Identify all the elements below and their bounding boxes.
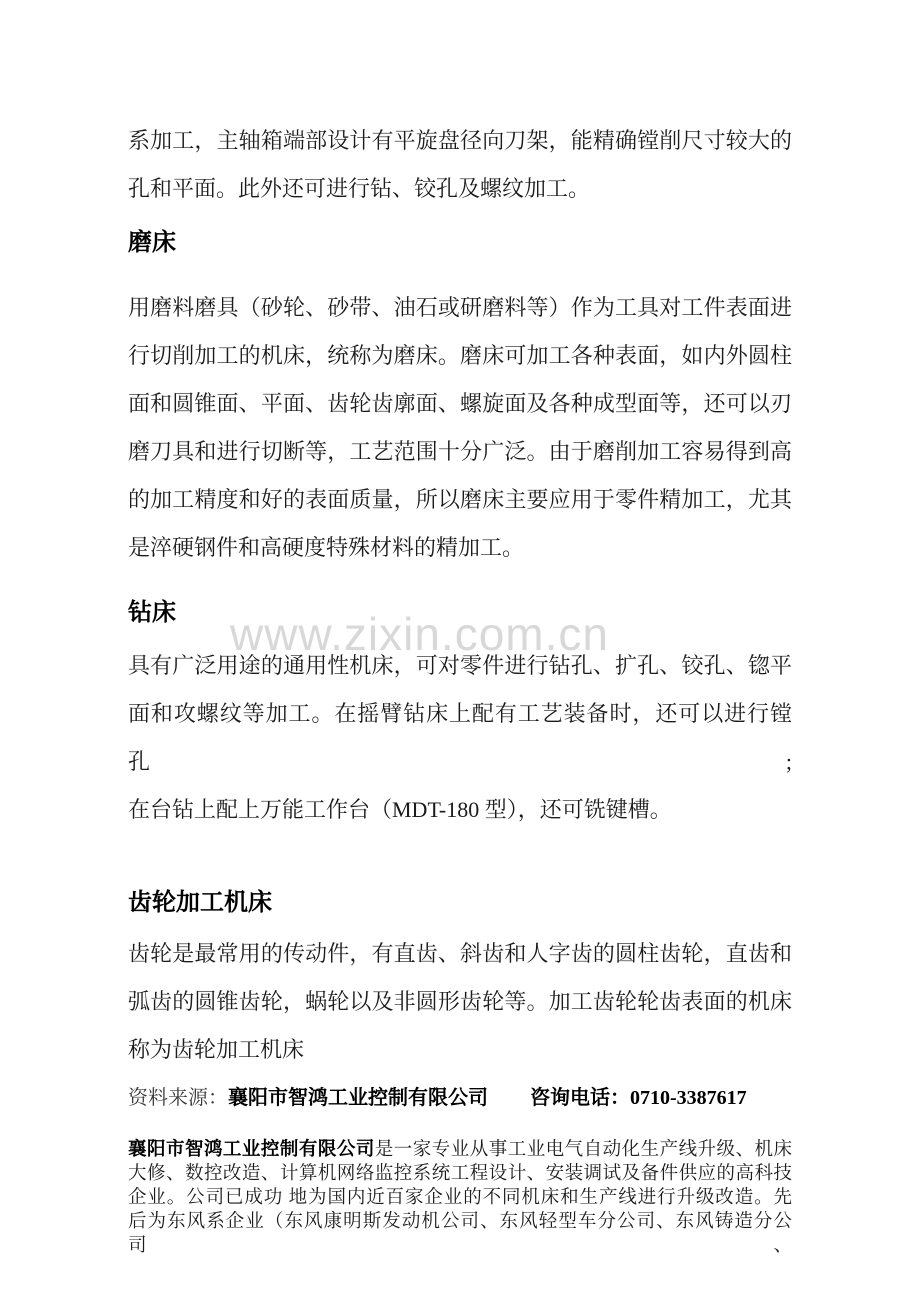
text-line: 面和攻螺纹等加工。在摇臂钻床上配有工艺装备时，还可以进行镗孔; (128, 701, 792, 774)
text-line: 面和圆锥面、平面、齿轮齿廓面、螺旋面及各种成型面等，还可以刃 (128, 391, 792, 416)
text-line: 是淬硬钢件和高硬度特殊材料的精加工。 (128, 535, 525, 560)
text-line: 行切削加工的机床，统称为磨床。磨床可加工各种表面，如内外圆柱 (128, 343, 792, 368)
company-intro-more-lines (128, 1162, 792, 1258)
text-line: 企业。公司已成功 地为国内近百家企业的不同机床和生产线进行升级改造。先 (128, 1188, 792, 1208)
watermark-text: www.zixin.com.cn (230, 608, 609, 660)
company-name-bold: 襄阳市智鸿工业控制有限公司 (128, 1140, 375, 1160)
paragraph-drilling-machine (128, 642, 792, 834)
text-line: 弧齿的圆锥齿轮，蜗轮以及非圆形齿轮等。加工齿轮轮齿表面的机床 (128, 989, 792, 1014)
paragraph-boring-machine-continued (128, 117, 792, 213)
text-line: 磨刀具和进行切断等，工艺范围十分广泛。由于磨削加工容易得到高 (128, 439, 792, 464)
heading-drilling-machine: 钻床 (128, 600, 176, 626)
text-line: 系加工，主轴箱端部设计有平旋盘径向刀架，能精确镗削尺寸较大的 (128, 128, 792, 153)
paragraph-gear-cutting-machine (128, 930, 792, 1074)
text-line: 齿轮是最常用的传动件，有直齿、斜齿和人字齿的圆柱齿轮，直齿和 (128, 941, 792, 966)
source-label: 资料来源： (128, 1087, 228, 1109)
text-line: 在台钻上配上万能工作台（MDT-180 型），还可铣键槽。 (128, 797, 672, 822)
text-line: 的加工精度和好的表面质量，所以磨床主要应用于零件精加工，尤其 (128, 487, 792, 512)
source-attribution-line (128, 1085, 792, 1111)
text-line: 具有广泛用途的通用性机床，可对零件进行钻孔、扩孔、铰孔、锪平 (128, 653, 792, 678)
text-line (128, 1138, 792, 1162)
paragraph-company-introduction (128, 1138, 792, 1258)
company-intro-first-line-rest: 是一家专业从事工业电气自动化生产线升级、机床 (374, 1140, 792, 1160)
heading-grinding-machine: 磨床 (128, 230, 176, 256)
source-company-name: 襄阳市智鸿工业控制有限公司 (228, 1087, 488, 1109)
text-line: 大修、数控改造、计算机网络监控系统工程设计、安装调试及备件供应的高科技 (128, 1164, 792, 1184)
paragraph-grinding-machine (128, 284, 792, 572)
heading-gear-cutting-machine: 齿轮加工机床 (128, 890, 272, 916)
text-line: 后为东风系企业（东风康明斯发动机公司、东风轻型车分公司、东风铸造分公司、 (128, 1212, 792, 1256)
text-line: 孔和平面。此外还可进行钻、铰孔及螺纹加工。 (128, 176, 591, 201)
text-line: 用磨料磨具（砂轮、砂带、油石或研磨料等）作为工具对工件表面进 (128, 295, 792, 320)
text-line: 称为齿轮加工机床 (128, 1037, 305, 1062)
source-phone-number: 咨询电话：0710-3387617 (530, 1087, 747, 1109)
